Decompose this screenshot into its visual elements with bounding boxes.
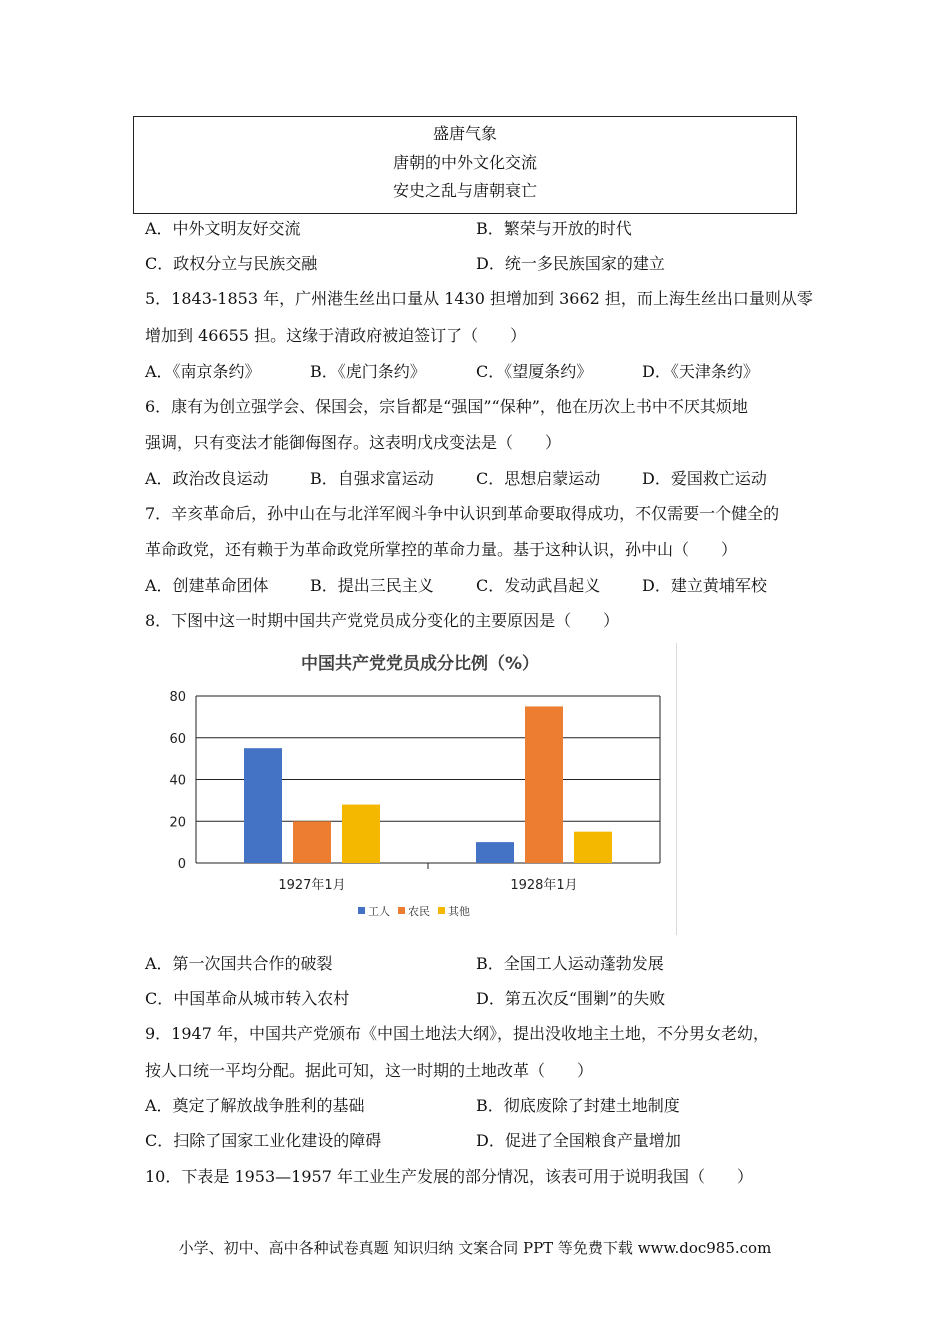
bar-其他-1927年1月 bbox=[342, 805, 380, 863]
q8-stem: 8．下图中这一时期中国共产党党员成分变化的主要原因是（ ） bbox=[145, 611, 620, 630]
q5-option-b[interactable]: B．《虎门条约》 bbox=[310, 362, 426, 381]
chart-title: 中国共产党党员成分比例（%） bbox=[300, 654, 540, 674]
q10-stem: 10．下表是 1953—1957 年工业生产发展的部分情况，该表可用于说明我国（ ） bbox=[145, 1167, 753, 1186]
q5-option-a[interactable]: A．《南京条约》 bbox=[145, 362, 261, 381]
page-footer: 小学、初中、高中各种试卷真题 知识归纳 文案合同 PPT 等免费下载 www.doc985.com bbox=[178, 1239, 772, 1257]
q7-stem-line2: 革命政党，还有赖于为革命政党所掌控的革命力量。基于这种认识，孙中山（ ） bbox=[145, 540, 738, 559]
q9-option-c[interactable]: C．扫除了国家工业化建设的障碍 bbox=[145, 1131, 382, 1150]
x-tick-label: 1928年1月 bbox=[510, 878, 578, 893]
q4-option-a[interactable]: A．中外文明友好交流 bbox=[145, 219, 301, 238]
legend-swatch-其他 bbox=[438, 907, 445, 914]
q9-option-d[interactable]: D．促进了全国粮食产量增加 bbox=[476, 1131, 681, 1150]
q6-option-b[interactable]: B．自强求富运动 bbox=[310, 469, 434, 488]
box-line-1: 盛唐气象 bbox=[432, 124, 497, 143]
q6-option-d[interactable]: D．爱国救亡运动 bbox=[642, 469, 767, 488]
q4-option-c[interactable]: C．政权分立与民族交融 bbox=[145, 254, 318, 273]
y-tick-label: 0 bbox=[177, 857, 186, 872]
q7-stem-line1: 7．辛亥革命后，孙中山在与北洋军阀斗争中认识到革命要取得成功，不仅需要一个健全的 bbox=[145, 504, 780, 523]
q5-option-c[interactable]: C．《望厦条约》 bbox=[476, 362, 593, 381]
q9-stem-line1: 9．1947 年，中国共产党颁布《中国土地法大纲》，提出没收地主土地，不分男女老幼， bbox=[145, 1024, 769, 1043]
q5-option-d[interactable]: D．《天津条约》 bbox=[642, 362, 759, 381]
y-tick-label: 80 bbox=[169, 690, 186, 705]
q6-option-c[interactable]: C．思想启蒙运动 bbox=[476, 469, 601, 488]
bar-其他-1928年1月 bbox=[574, 832, 612, 863]
q6-stem-line1: 6．康有为创立强学会、保国会，宗旨都是“强国”“保种”，他在历次上书中不厌其烦地 bbox=[145, 397, 748, 416]
legend-swatch-农民 bbox=[398, 907, 405, 914]
bar-农民-1927年1月 bbox=[293, 821, 331, 863]
y-tick-label: 60 bbox=[169, 731, 186, 747]
q6-option-a[interactable]: A．政治改良运动 bbox=[145, 469, 269, 488]
q8-option-c[interactable]: C．中国革命从城市转入农村 bbox=[145, 989, 350, 1008]
party-member-chart bbox=[160, 643, 680, 935]
chart-right-border bbox=[676, 643, 677, 935]
q9-option-b[interactable]: B．彻底废除了封建土地制度 bbox=[476, 1096, 680, 1115]
box-line-2: 唐朝的中外文化交流 bbox=[392, 153, 537, 172]
chart-svg bbox=[160, 643, 680, 935]
q7-option-a[interactable]: A．创建革命团体 bbox=[145, 576, 269, 595]
q7-option-c[interactable]: C．发动武昌起义 bbox=[476, 576, 601, 595]
x-tick-label: 1927年1月 bbox=[278, 878, 346, 893]
q7-option-d[interactable]: D．建立黄埔军校 bbox=[642, 576, 767, 595]
q9-stem-line2: 按人口统一平均分配。据此可知，这一时期的土地改革（ ） bbox=[145, 1061, 594, 1080]
q8-option-a[interactable]: A．第一次国共合作的破裂 bbox=[145, 954, 333, 973]
y-tick-label: 40 bbox=[169, 773, 186, 789]
q7-option-b[interactable]: B．提出三民主义 bbox=[310, 576, 434, 595]
legend-label-其他: 其他 bbox=[448, 905, 470, 918]
y-tick-label: 20 bbox=[169, 815, 186, 831]
source-box bbox=[133, 116, 797, 214]
q4-option-d[interactable]: D．统一多民族国家的建立 bbox=[476, 254, 665, 273]
legend-label-工人: 工人 bbox=[368, 905, 390, 918]
q6-stem-line2: 强调，只有变法才能御侮图存。这表明戊戌变法是（ ） bbox=[145, 433, 562, 452]
q4-option-b[interactable]: B．繁荣与开放的时代 bbox=[476, 219, 632, 238]
q8-option-b[interactable]: B．全国工人运动蓬勃发展 bbox=[476, 954, 664, 973]
bar-农民-1928年1月 bbox=[525, 706, 563, 863]
bar-工人-1927年1月 bbox=[244, 748, 282, 863]
q8-option-d[interactable]: D．第五次反“围剿”的失败 bbox=[476, 989, 666, 1008]
legend-swatch-工人 bbox=[358, 907, 365, 914]
box-line-3: 安史之乱与唐朝衰亡 bbox=[392, 181, 537, 200]
q9-option-a[interactable]: A．奠定了解放战争胜利的基础 bbox=[145, 1096, 365, 1115]
q5-stem-line1: 5．1843-1853 年，广州港生丝出口量从 1430 担增加到 3662 担，而上海生丝出口量则从零 bbox=[145, 289, 813, 308]
legend-label-农民: 农民 bbox=[408, 905, 430, 918]
q5-stem-line2: 增加到 46655 担。这缘于清政府被迫签订了（ ） bbox=[145, 326, 527, 345]
bar-工人-1928年1月 bbox=[476, 842, 514, 863]
